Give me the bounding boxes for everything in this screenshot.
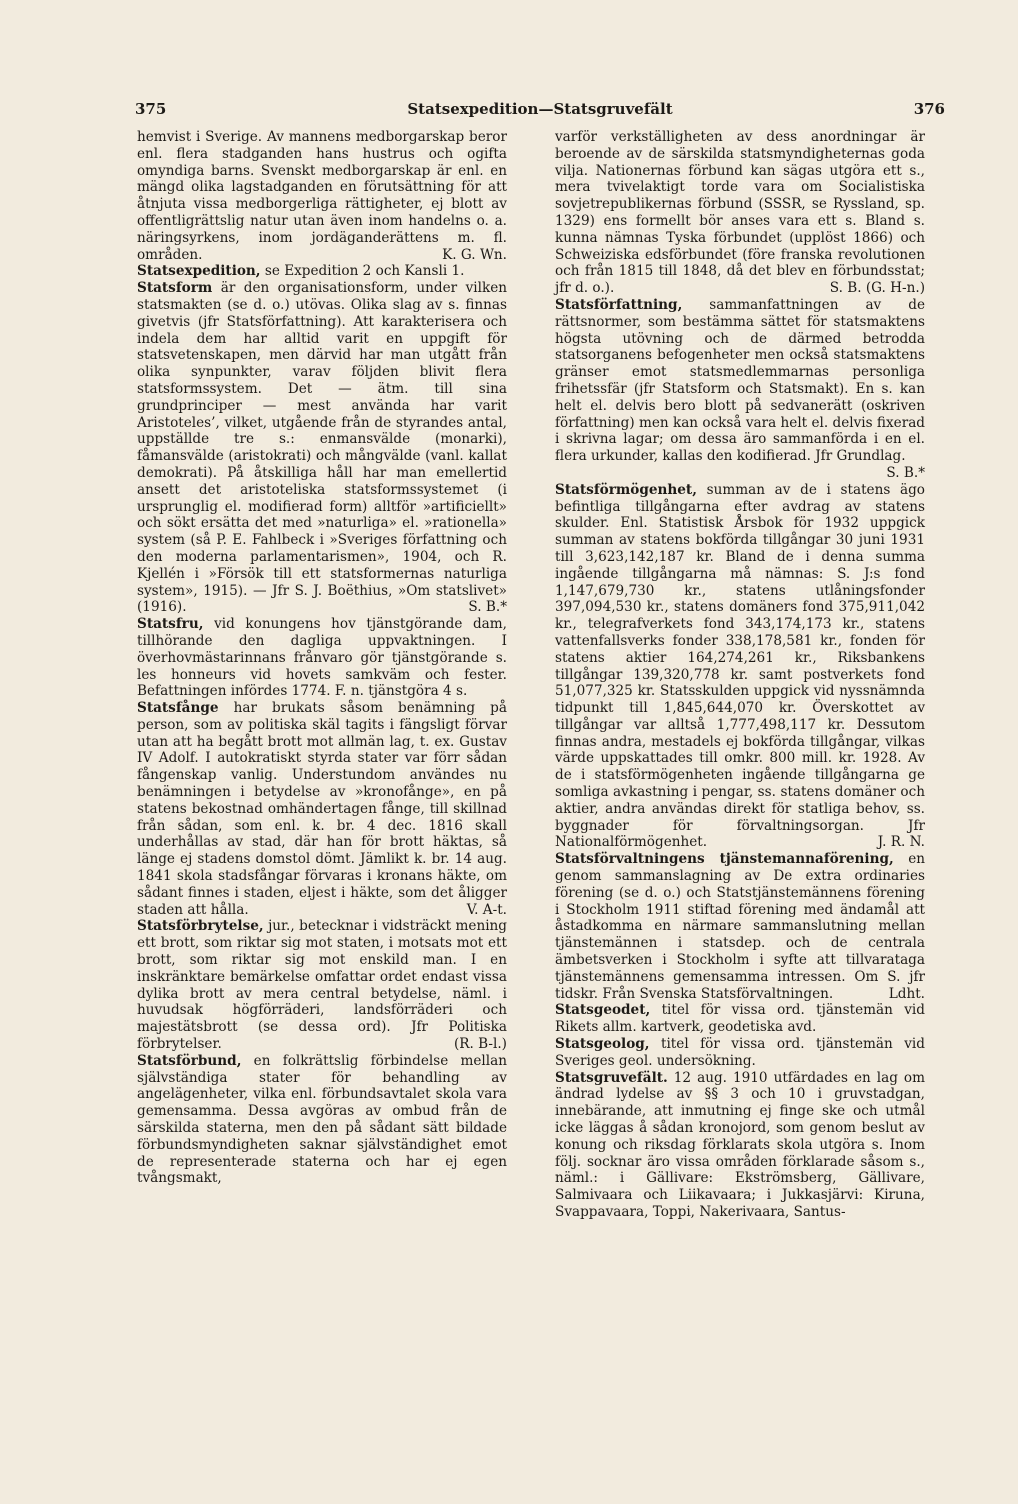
page-header [135, 100, 945, 122]
entry-headword: Statsfru, [137, 616, 204, 633]
entry-text: en folkrättslig förbindelse mellan självständiga stater för behandling av angelägenheter, vilka enl. förbundsavtalet skola vara gemensamma. Dessa avgöras av ombud från de särskilda staterna, men den på sådant sätt bildade förbundsmyndigheten saknar självständighet emot de representerade staterna och har ej egen tvångsmakt, [137, 1052, 507, 1187]
left-column [137, 129, 507, 1187]
entry-text: 12 aug. 1910 utfärdades en lag om ändrad lydelse av §§ 3 och 10 i gruvstadgan, innebärande, att inmutning ej finge ske och utmål icke läggas å sådan kronojord, som genom beslut av konung och riksdag förklarats skola utgöra s. Inom följ. socknar äro vissa områden förklarade såsom s., näml.: i Gällivare: Ekströmsberg, Gällivare, Salmivaara och Liikavaara; i Jukkasjärvi: Kiruna, Svappavaara, Toppi, Nakerivaara, Santus- [555, 1069, 925, 1220]
entry-text: summan av de i statens ägo befintliga tillgångarna efter avdrag av statens skulder. Enl. Statistisk Årsbok för 1932 uppgick summan av statens bokförda tillgångar 30 juni 1931 till 3,623,142,187 kr. Bland de i denna summa ingående tillgångarna må nämnas: S. J:s fond 1,147,679,730 kr., statens utlåningsfonder 397,094,530 kr., statens domäners fond 375,911,042 kr., telegrafverkets fond 343,174,173 kr., statens vattenfallsverks fonder 338,178,581 kr., fonden för statens aktier 164,274,261 kr., Riksbankens tillgångar 139,320,778 kr. samt postverkets fond 51,077,325 kr. Statsskulden uppgick vid nyssnämnda tidpunkt till 1,845,644,070 kr. Överskottet av tillgångar var alltså 1,777,498,117 kr. Dessutom finnas andra, mestadels ej bokförda tillgångar, vilkas värde uppskattades till omkr. 800 mill. kr. 1928. Av de i statsförmögenheten ingående tillgångarna ge somliga avkastning i pengar, ss. statens domäner och aktier, andra användas direkt för statliga behov, ss. byggnader för förvaltningsorgan. Jfr Nationalförmögenhet. [555, 481, 925, 851]
entry-text: har brukats såsom benämning på person, som av politiska skäl tagits i fängsligt förvar utan att ha begått brott mot allmän lag, t. ex. Gustav IV Adolf. I autokratiskt styrda stater var förr sådan fångenskap vanlig. Understundom användes nu benämningen i betydelse av »kronofånge», en på statens bekostnad omhändertagen fånge, till skillnad från sådan, som enl. k. br. 4 dec. 1816 skall underhållas av stad, där han för brott häktas, så länge ej stadens domstol dömt. Jämlikt k. br. 14 aug. 1841 skola stadsfångar förvaras i kronans häkte, om sådant finnes i staden, eljest i häkte, som det åligger staden att hålla. [137, 700, 507, 918]
entry [137, 129, 507, 263]
entry-text: jur., betecknar i vidsträckt mening ett brott, som riktar sig mot staten, i motsats mot ett brott, som riktar sig mot enskild man. I en inskränktare bemärkelse omfattar ordet endast vissa dylika brott av mera central betydelse, näml. i huvudsak högförräderi, landsförräderi och majestätsbrott (se dessa ord). Jfr Politiska förbrytelser. [137, 918, 507, 1053]
entry [137, 616, 507, 700]
entry-text: se Expedition 2 och Kansli 1. [260, 263, 465, 280]
entry-signature: V. A-t. [466, 901, 507, 918]
entry-text: titel för vissa ord. tjänstemän vid Sveriges geol. undersökning. [555, 1036, 925, 1069]
entry [555, 482, 925, 852]
entry-headword: Statsform [137, 280, 213, 297]
entry-headword: Statsgruvefält. [555, 1069, 668, 1086]
entry-text: titel för vissa ord. tjänstemän vid Rikets allm. kartverk, geodetiska avd. [555, 1002, 925, 1036]
entry-text: sammanfattningen av de rättsnormer, som bestämma sättet för statsmaktens högsta utövning och de därmed betrodda statsorganens befogenheter men också statsmaktens gränser emot statsmedlemmarnas personliga frihetssfär (jfr Statsform och Statsmakt). En s. kan helt el. delvis bero blott på sedvanerätt (oskriven författning) men kan också vara helt el. delvis fixerad i skrivna lagar; om dessa äro sammanförda i en el. flera urkunder, kallas den kodifierad. Jfr Grundlag. [555, 296, 925, 465]
page-number-right: 376 [913, 100, 945, 118]
entry-headword: Statsfånge [137, 700, 219, 717]
entry [555, 1070, 925, 1221]
entry-headword: Statsexpedition, [137, 263, 261, 280]
entry-signature: S. B. (G. H-n.) [829, 280, 925, 297]
entry [555, 129, 925, 297]
entry-headword: Statsförbund, [137, 1052, 242, 1069]
entry [137, 263, 507, 280]
entry-headword: Statsförbrytelse, [137, 918, 264, 935]
entry-text: hemvist i Sverige. Av mannens medborgarskap beror enl. flera stadganden hans hustrus och ogifta omyndiga barns. Svenskt medborgarskap är enl. en mängd olika lagstadganden en förutsättning för att åtnjuta vissa medborgerliga rättigheter, ej blott av offentligrättslig natur utan även inom handelns o. a. näringsyrkens, inom jordäganderättens m. fl. områden. [137, 129, 507, 263]
running-title: Statsexpedition—Statsgruvefält [407, 100, 673, 118]
entry [555, 1002, 925, 1036]
entry-headword: Statsgeolog, [555, 1036, 650, 1053]
entry-text: vid konungens hov tjänstgörande dam, tillhörande den dagliga uppvaktningen. I överhovmästarinnans frånvaro gör tjänstgörande s. les honneurs vid hovets samkväm och fester. Befattningen infördes 1774. F. n. tjänstgöra 4 s. [137, 616, 507, 700]
entry [137, 1053, 507, 1187]
entry [555, 851, 925, 1002]
entry-signature: (R. B-l.) [454, 1036, 507, 1053]
entry [137, 700, 507, 918]
entry [555, 297, 925, 482]
entry-signature: Ldht. [888, 985, 925, 1002]
entry-headword: Statsförfattning, [555, 296, 683, 313]
entry-signature: S. B.* [468, 599, 507, 616]
right-column [555, 129, 925, 1221]
entry-text: en genom sammanslagning av De extra ordinaries förening (se d. o.) och Statstjänstemännens förening i Stockholm 1911 stiftad förening med ändamål att åstadkomma en närmare sammanslutning mellan tjänstemännen i statsdep. och de centrala ämbetsverken i Stockholm i syfte att tillvarataga tjänstemännens gemensamma intressen. Om S. jfr tidskr. Från Svenska Statsförvaltningen. [555, 851, 926, 1002]
entry-signature: S. B.* [886, 464, 925, 481]
entry-signature: J. R. N. [877, 834, 925, 851]
entry-headword: Statsgeodet, [555, 1002, 651, 1019]
entry [137, 918, 507, 1052]
entry-headword: Statsförmögenhet, [555, 481, 697, 498]
entry-headword: Statsförvaltningens tjänstemannaförening, [555, 851, 894, 868]
page-number-left: 375 [135, 100, 167, 118]
entry-text: är den organisationsform, under vilken statsmakten (se d. o.) utövas. Olika slag av s. finnas givetvis (jfr Statsförfattning). Att karakterisera och indela dem har alltid varit en uppgift för statsvetenskapen, men därvid har man utgått från olika synpunkter, varav följden blivit flera statsformssystem. Det — ätm. till sina grundprinciper — mest använda har varit Aristoteles’, vilket, utgående från de styrandes antal, uppställde tre s.: enmansvälde (monarki), fåmansvälde (aristokrati) och mångvälde (vanl. kallat demokrati). På åtskilliga håll har man emellertid ansett det aristoteliska statsformssystemet (i ursprunglig el. modifierad form) alltför »artificiellt» och sökt ersätta det med »naturliga» el. »rationella» system (så P. E. Fahlbeck i »Sveriges författning och den moderna parlamentarismen», 1904, och R. Kjellén i »Försök till ett statsformernas naturliga system», 1915). — Jfr S. J. Boëthius, »Om statslivet» (1916). [137, 280, 507, 616]
entry-text: varför verkställigheten av dess anordningar är beroende av de särskilda statsmyndigheternas goda vilja. Nationernas förbund kan sägas utgöra ett s., mera tvivelaktigt torde vara om Socialistiska sovjetrepublikernas förbund (SSSR, se Ryssland, sp. 1329) ens formellt bör anses vara ett s. Bland s. kunna nämnas Tyska förbundet (upplöst 1866) och Schweiziska edsförbundet (före franska revolutionen och från 1815 till 1848, då det blev en förbundsstat; jfr d. o.). [555, 129, 925, 297]
entry [555, 1036, 925, 1070]
entry [137, 280, 507, 616]
entry-signature: K. G. Wn. [442, 246, 507, 263]
